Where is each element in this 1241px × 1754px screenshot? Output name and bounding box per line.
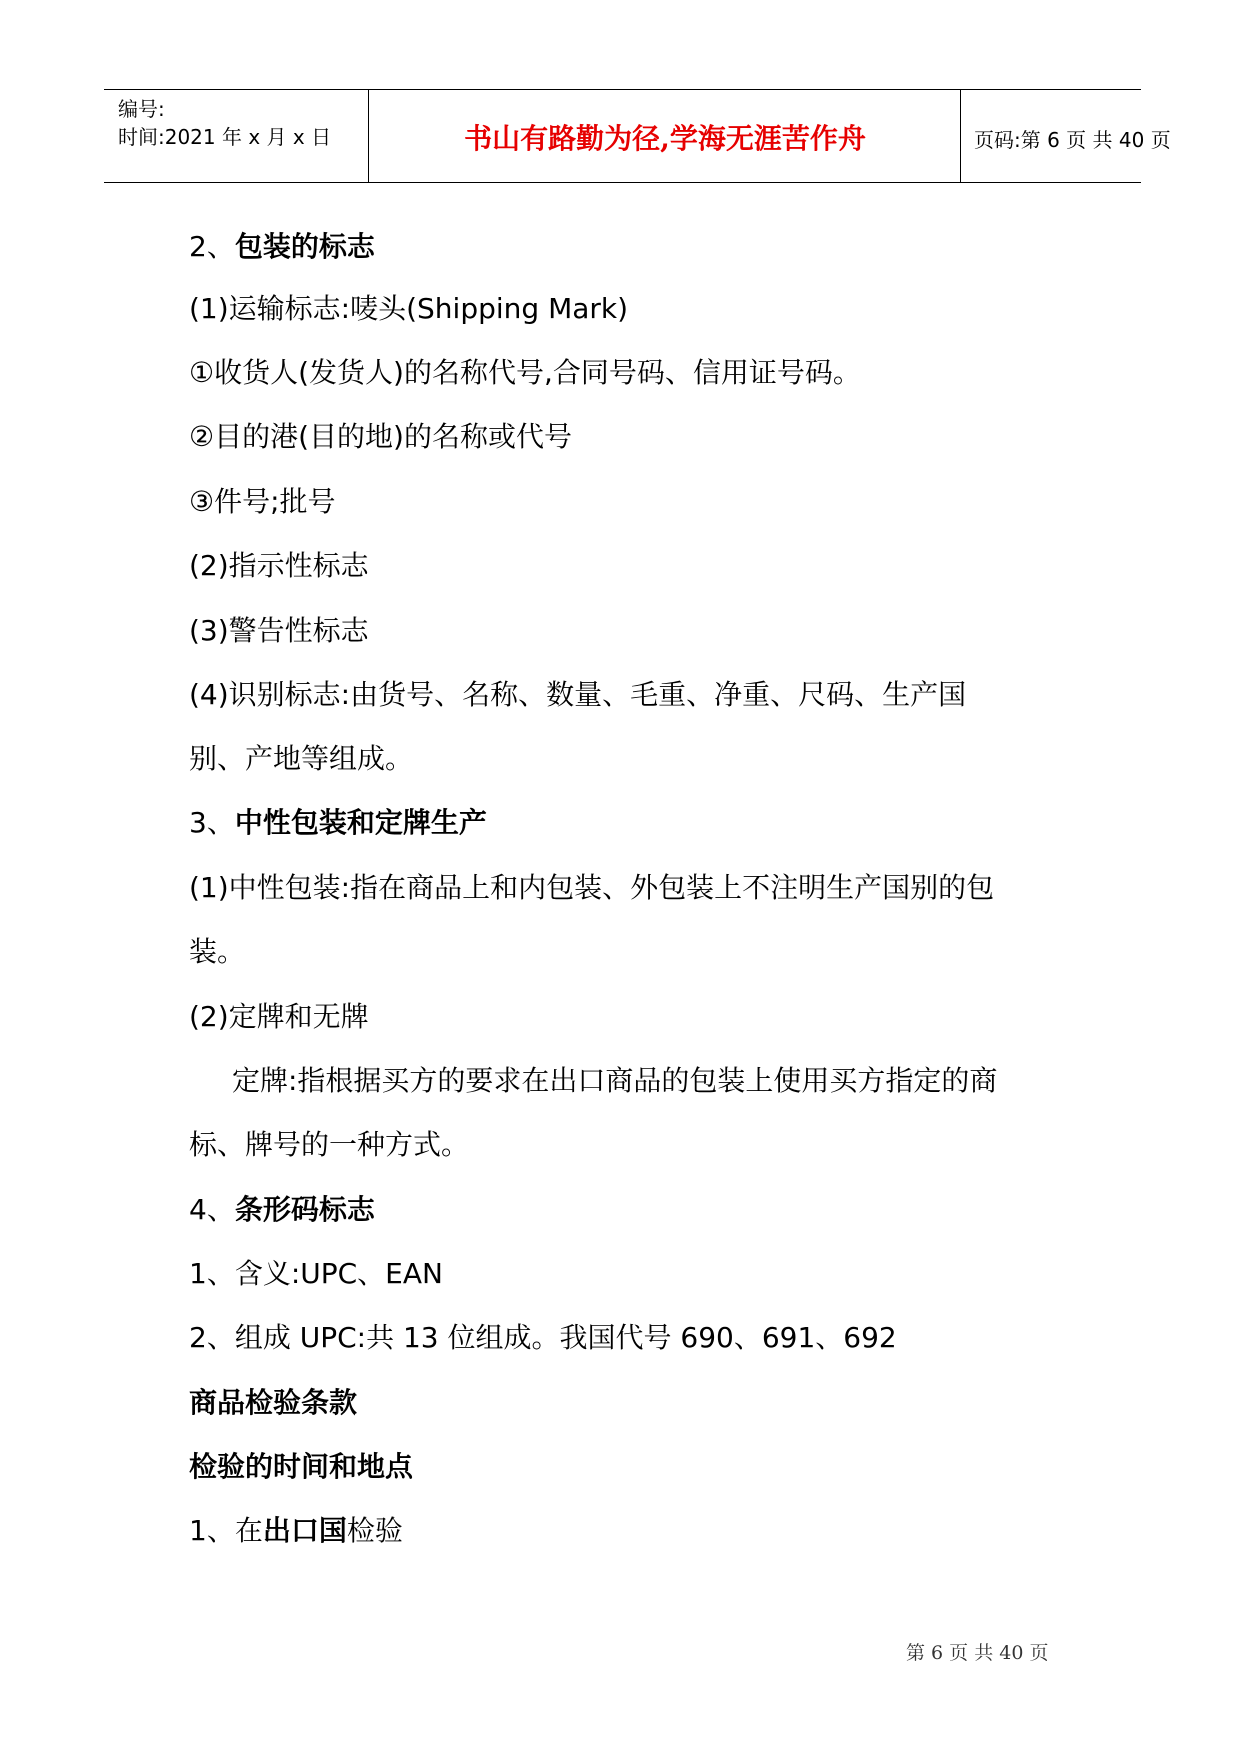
body-line: 标、牌号的一种方式。 — [189, 1128, 470, 1161]
line-text: 4、 — [189, 1193, 235, 1226]
line-bold-text: 条形码标志 — [234, 1193, 375, 1226]
body-line: 装。 — [189, 935, 246, 968]
body-line: ①收货人(发货人)的名称代号,合同号码、信用证号码。 — [189, 356, 861, 389]
heading-barcode — [189, 1192, 375, 1228]
line-bold-text: 包装的标志 — [234, 230, 375, 263]
body-line: 定牌:指根据买方的要求在出口商品的包装上使用买方指定的商 — [232, 1064, 998, 1097]
body-line: (4)识别标志:由货号、名称、数量、毛重、净重、尺码、生产国 — [189, 678, 967, 711]
body-line: ③件号;批号 — [189, 485, 336, 518]
page-footer: 第 6 页 共 40 页 — [906, 1642, 1049, 1664]
header-page-info: 页码:第 6 页 共 40 页 — [974, 128, 1171, 152]
body-line: (3)警告性标志 — [189, 614, 369, 647]
header-motto-cell — [370, 90, 961, 182]
heading-inspection-time-place: 检验的时间和地点 — [189, 1450, 414, 1483]
body-line — [189, 1513, 403, 1549]
body-line: 1、含义:UPC、EAN — [189, 1257, 443, 1290]
line-text: 1、在 — [189, 1514, 263, 1547]
line-text: 2、 — [189, 230, 235, 263]
page-header — [104, 89, 1171, 183]
body-line: 别、产地等组成。 — [189, 742, 414, 775]
body-line: ②目的港(目的地)的名称或代号 — [189, 420, 572, 453]
heading-neutral-packing — [189, 805, 487, 841]
line-bold-text: 中性包装和定牌生产 — [234, 806, 487, 839]
header-meta-cell — [104, 90, 369, 182]
document-number-label: 编号: — [118, 97, 165, 121]
body-line: (2)定牌和无牌 — [189, 1000, 369, 1033]
document-time-label: 时间:2021 年 x 月 x 日 — [118, 125, 332, 149]
heading-inspection-clause: 商品检验条款 — [189, 1386, 358, 1419]
heading-packing-marks — [189, 229, 375, 265]
body-line: (1)中性包装:指在商品上和内包装、外包装上不注明生产国别的包 — [189, 871, 995, 904]
body-line: (2)指示性标志 — [189, 549, 369, 582]
header-motto: 书山有路勤为径,学海无涯苦作舟 — [464, 122, 866, 155]
body-line: (1)运输标志:唛头(Shipping Mark) — [189, 292, 629, 325]
line-text: 3、 — [189, 806, 235, 839]
line-bold-text: 出口国 — [262, 1514, 347, 1547]
line-text: 检验 — [346, 1514, 403, 1547]
header-page-cell — [962, 90, 1171, 182]
body-line: 2、组成 UPC:共 13 位组成。我国代号 690、691、692 — [189, 1321, 897, 1354]
